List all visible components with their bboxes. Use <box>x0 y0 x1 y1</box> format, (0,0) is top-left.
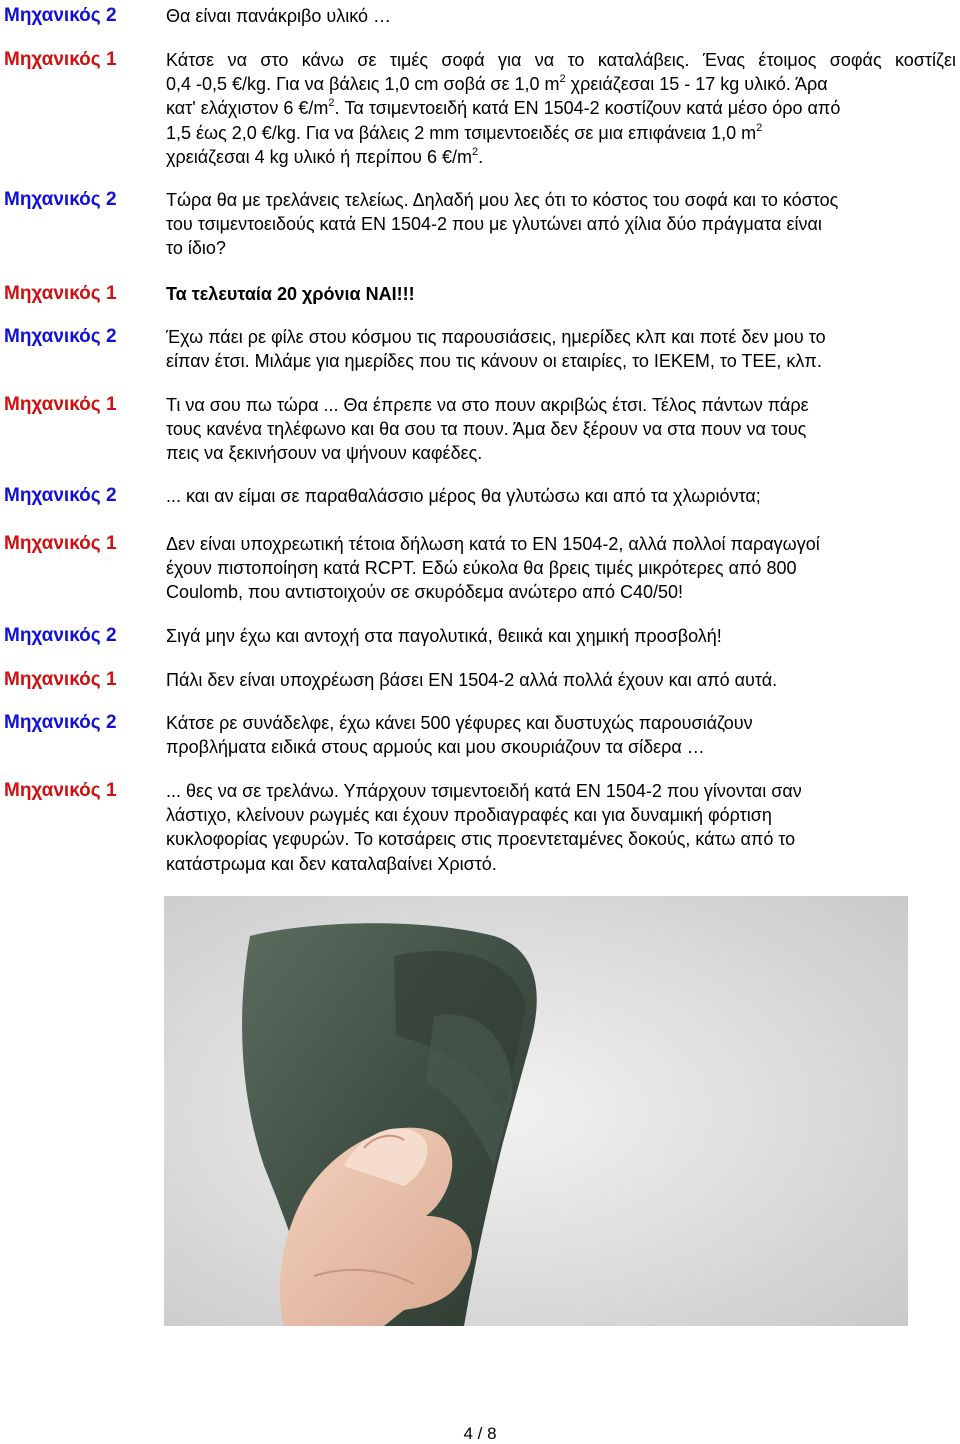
speaker-label: Μηχανικός 1 <box>4 49 117 70</box>
speaker-label: Μηχανικός 1 <box>4 669 117 690</box>
page-number: 4 / 8 <box>463 1424 497 1443</box>
dialogue-text: Έχω πάει ρε φίλε στου κόσμου τις παρουσιάσεις, ημερίδες κλπ και ποτέ δεν μου το είπαν έτσι. Μιλάμε για ημερίδες που τις κάνουν οι εταιρίες, το ΙΕΚΕΜ, το ΤΕΕ, κλπ. <box>166 327 826 372</box>
dialogue-text: Δεν είναι υποχρεωτική τέτοια δήλωση κατά το EN 1504-2, αλλά πολλοί παραγωγοί έχουν πιστοποίηση κατά RCPT. Εδώ εύκολα θα βρεις τιμές μικρότερες από 800 Coulomb, που αντιστοιχούν σε σκυρόδεμα ανώτερο από C40/50! <box>166 534 820 603</box>
dialogue-text: Πάλι δεν είναι υποχρέωση βάσει EN 1504-2 αλλά πολλά έχουν και από αυτά. <box>166 670 778 690</box>
speaker-label: Μηχανικός 2 <box>4 625 117 646</box>
speaker-label: Μηχανικός 1 <box>4 780 117 801</box>
dialogue-text: Κάτσε ρε συνάδελφε, έχω κάνει 500 γέφυρες και δυστυχώς παρουσιάζουν προβλήματα ειδικά στους αρμούς και μου σκουριάζουν τα σίδερα … <box>166 713 753 758</box>
dialogue-text: ... θες να σε τρελάνω. Υπάρχουν τσιμεντοειδή κατά EN 1504-2 που γίνονται σαν λάστιχο, κλείνουν ρωγμές και έχουν προδιαγραφές και για δυναμική φόρτιση κυκλοφορίας γεφυρών. Το κοτσάρεις στις προεντεταμένες δοκούς, κάτω από το κατάστρωμα και δεν καταλαβαίνει Χριστό. <box>166 781 802 874</box>
membrane-photo <box>164 896 908 1326</box>
dialogue-text: ... και αν είμαι σε παραθαλάσσιο μέρος θα γλυτώσω και από τα χλωριόντα; <box>166 486 761 506</box>
dialogue-text: Τα τελευταία 20 χρόνια ΝΑΙ!!! <box>166 284 415 304</box>
speaker-label: Μηχανικός 1 <box>4 533 117 554</box>
speaker-label: Μηχανικός 2 <box>4 5 117 26</box>
dialogue-text: Θα είναι πανάκριβο υλικό … <box>166 6 392 26</box>
dialogue-text: Κάτσε να στο κάνω σε τιμές σοφά για να το καταλάβεις. Ένας έτοιμος σοφάς κοστίζει 0,4 -0,5 €/kg. Για να βάλεις 1,0 cm σοβά σε 1,0 $m^2$ χρειάζεσαι 15 - 17 kg υλικό. Άρα κατ' ελάχιστον 6 $€/m^2$. Τα τσιμεντοειδή κατά EN 1504-2 κοστίζουν κατά μέσο όρο από 1,5 έως 2,0 €/kg. Για να βάλεις 2 mm τσιμεντοειδές σε μια επιφάνεια 1,0 $m^2$ χρειάζεσαι 4 kg υλικό ή περίπου 6 $€/m^2$. <box>166 50 956 167</box>
speaker-label: Μηχανικός 1 <box>4 283 117 304</box>
speaker-label: Μηχανικός 2 <box>4 326 117 347</box>
hand-holding-membrane-icon <box>164 896 908 1326</box>
speaker-label: Μηχανικός 2 <box>4 189 117 210</box>
dialogue-text: Τώρα θα με τρελάνεις τελείως. Δηλαδή μου λες ότι το κόστος του σοφά και το κόστος του τσιμεντοειδούς κατά EN 1504-2 που με γλυτώνει από χίλια δύο πράγματα είναι το ίδιο? <box>166 190 839 259</box>
speaker-label: Μηχανικός 2 <box>4 485 117 506</box>
dialogue-text: Σιγά μην έχω και αντοχή στα παγολυτικά, θειικά και χημική προσβολή! <box>166 626 722 646</box>
dialogue-text: Τι να σου πω τώρα ... Θα έπρεπε να στο πουν ακριβώς έτσι. Τέλος πάντων πάρε τους κανένα τηλέφωνο και θα σου τα πουν. Άμα δεν ξέρουν να στα πουν να τους πεις να ξεκινήσουν να ψήνουν καφέδες. <box>166 395 809 464</box>
speaker-label: Μηχανικός 2 <box>4 712 117 733</box>
speaker-label: Μηχανικός 1 <box>4 394 117 415</box>
